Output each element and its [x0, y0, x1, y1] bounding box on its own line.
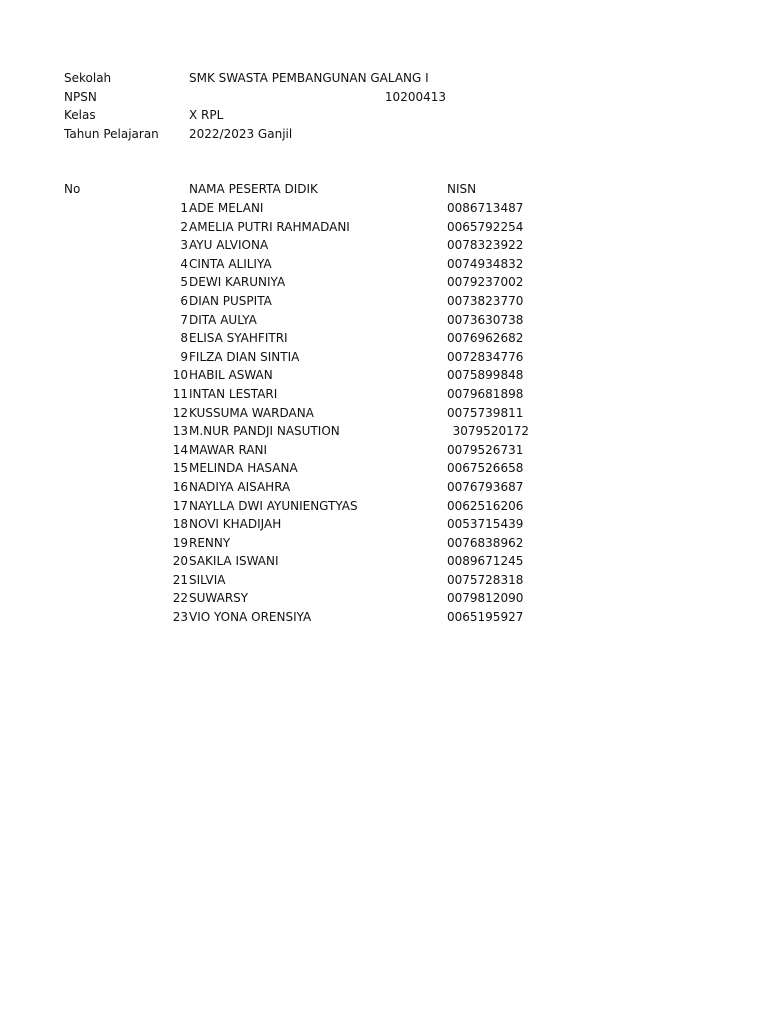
- student-name: M.NUR PANDJI NASUTION: [189, 424, 340, 439]
- student-name: KUSSUMA WARDANA: [189, 405, 314, 420]
- sekolah-value: SMK SWASTA PEMBANGUNAN GALANG I: [189, 71, 429, 85]
- student-name: SAKILA ISWANI: [189, 554, 279, 569]
- student-name: MAWAR RANI: [189, 442, 268, 457]
- row-number: 12: [172, 405, 188, 420]
- row-number: 2: [180, 219, 188, 234]
- row-number: 10: [172, 368, 188, 383]
- student-nisn: 0089671245: [447, 554, 524, 569]
- column-header-nisn: NISN: [447, 182, 477, 196]
- table-row: [0, 311, 768, 330]
- student-nisn: 0053715439: [447, 517, 524, 532]
- student-nisn: 0075728318: [447, 572, 524, 587]
- student-name: SILVIA: [189, 572, 226, 587]
- table-row: [0, 404, 768, 423]
- row-number: 3: [180, 238, 188, 253]
- row-number: 22: [172, 591, 188, 606]
- table-row: [0, 292, 768, 311]
- row-number: 6: [180, 293, 188, 308]
- student-nisn: 0075899848: [447, 368, 524, 383]
- student-nisn: 0062516206: [447, 498, 524, 513]
- student-name: FILZA DIAN SINTIA: [189, 349, 300, 364]
- student-name: DEWI KARUNIYA: [189, 275, 286, 290]
- student-nisn: 0079681898: [447, 386, 524, 401]
- student-nisn: 0078323922: [447, 238, 524, 253]
- meta-row-kelas: [0, 106, 768, 125]
- student-nisn: 0075739811: [447, 405, 524, 420]
- table-row: [0, 236, 768, 255]
- table-row: [0, 385, 768, 404]
- row-number: 17: [172, 498, 188, 513]
- student-name: NADIYA AISAHRA: [189, 479, 291, 494]
- student-nisn: 0086713487: [447, 201, 524, 215]
- row-number: 15: [172, 461, 188, 476]
- column-header-no: No: [64, 182, 81, 196]
- table-row: [0, 273, 768, 292]
- student-name: VIO YONA ORENSIYA: [189, 610, 312, 625]
- student-nisn: 0074934832: [447, 256, 524, 271]
- student-list: [0, 199, 768, 627]
- column-header-name: NAMA PESERTA DIDIK: [189, 182, 318, 196]
- student-name: ELISA SYAHFITRI: [189, 331, 288, 346]
- student-nisn: 0073630738: [447, 312, 524, 327]
- row-number: 14: [172, 442, 188, 457]
- meta-row-npsn: [0, 88, 768, 107]
- student-nisn: 0079812090: [447, 591, 524, 606]
- student-name: AYU ALVIONA: [189, 238, 269, 253]
- student-name: NAYLLA DWI AYUNIENGTYAS: [189, 498, 358, 513]
- row-number: 1: [180, 201, 188, 215]
- table-row: [0, 552, 768, 571]
- table-row: [0, 571, 768, 590]
- student-nisn: 0076793687: [447, 479, 524, 494]
- table-row: [0, 478, 768, 497]
- student-name: MELINDA HASANA: [189, 461, 298, 476]
- student-nisn: 0065792254: [447, 219, 524, 234]
- kelas-value: X RPL: [189, 108, 224, 122]
- student-nisn: 0067526658: [447, 461, 524, 476]
- sekolah-label: Sekolah: [64, 71, 112, 85]
- kelas-label: Kelas: [64, 108, 96, 122]
- table-row: [0, 515, 768, 534]
- student-name: DIAN PUSPITA: [189, 293, 272, 308]
- table-row: [0, 348, 768, 367]
- row-number: 9: [180, 349, 188, 364]
- student-nisn: 0073823770: [447, 293, 524, 308]
- npsn-label: NPSN: [64, 90, 97, 104]
- table-row: [0, 608, 768, 627]
- row-number: 13: [172, 424, 188, 439]
- student-nisn: 0076962682: [447, 331, 524, 346]
- meta-row-tahun: [0, 125, 768, 144]
- row-number: 5: [180, 275, 188, 290]
- row-number: 8: [180, 331, 188, 346]
- student-nisn: 3079520172: [452, 424, 529, 439]
- row-number: 23: [172, 610, 188, 625]
- table-row: [0, 589, 768, 608]
- table-row: [0, 534, 768, 553]
- student-name: SUWARSY: [189, 591, 249, 606]
- table-row: [0, 255, 768, 274]
- student-name: CINTA ALILIYA: [189, 256, 272, 271]
- table-row: [0, 459, 768, 478]
- student-nisn: 0065195927: [447, 610, 524, 625]
- student-nisn: 0079526731: [447, 442, 524, 457]
- table-row: [0, 199, 768, 218]
- student-name: INTAN LESTARI: [189, 386, 278, 401]
- student-name: NOVI KHADIJAH: [189, 517, 282, 532]
- student-name: RENNY: [189, 535, 231, 550]
- row-number: 20: [172, 554, 188, 569]
- table-row: [0, 218, 768, 237]
- row-number: 19: [172, 535, 188, 550]
- tahun-value: 2022/2023 Ganjil: [189, 127, 293, 141]
- meta-row-sekolah: [0, 69, 768, 88]
- row-number: 18: [172, 517, 188, 532]
- student-nisn: 0076838962: [447, 535, 524, 550]
- student-name: DITA AULYA: [189, 312, 257, 327]
- table-row: [0, 497, 768, 516]
- npsn-value: 10200413: [384, 90, 446, 104]
- row-number: 16: [172, 479, 188, 494]
- row-number: 21: [172, 572, 188, 587]
- row-number: 4: [180, 256, 188, 271]
- table-row: [0, 366, 768, 385]
- row-number: 11: [172, 386, 188, 401]
- student-name: ADE MELANI: [189, 201, 264, 215]
- table-row: [0, 329, 768, 348]
- table-row: [0, 441, 768, 460]
- student-name: HABIL ASWAN: [189, 368, 273, 383]
- student-name: AMELIA PUTRI RAHMADANI: [189, 219, 350, 234]
- student-nisn: 0079237002: [447, 275, 524, 290]
- tahun-label: Tahun Pelajaran: [64, 127, 159, 141]
- table-row: [0, 422, 768, 441]
- student-nisn: 0072834776: [447, 349, 524, 364]
- row-number: 7: [180, 312, 188, 327]
